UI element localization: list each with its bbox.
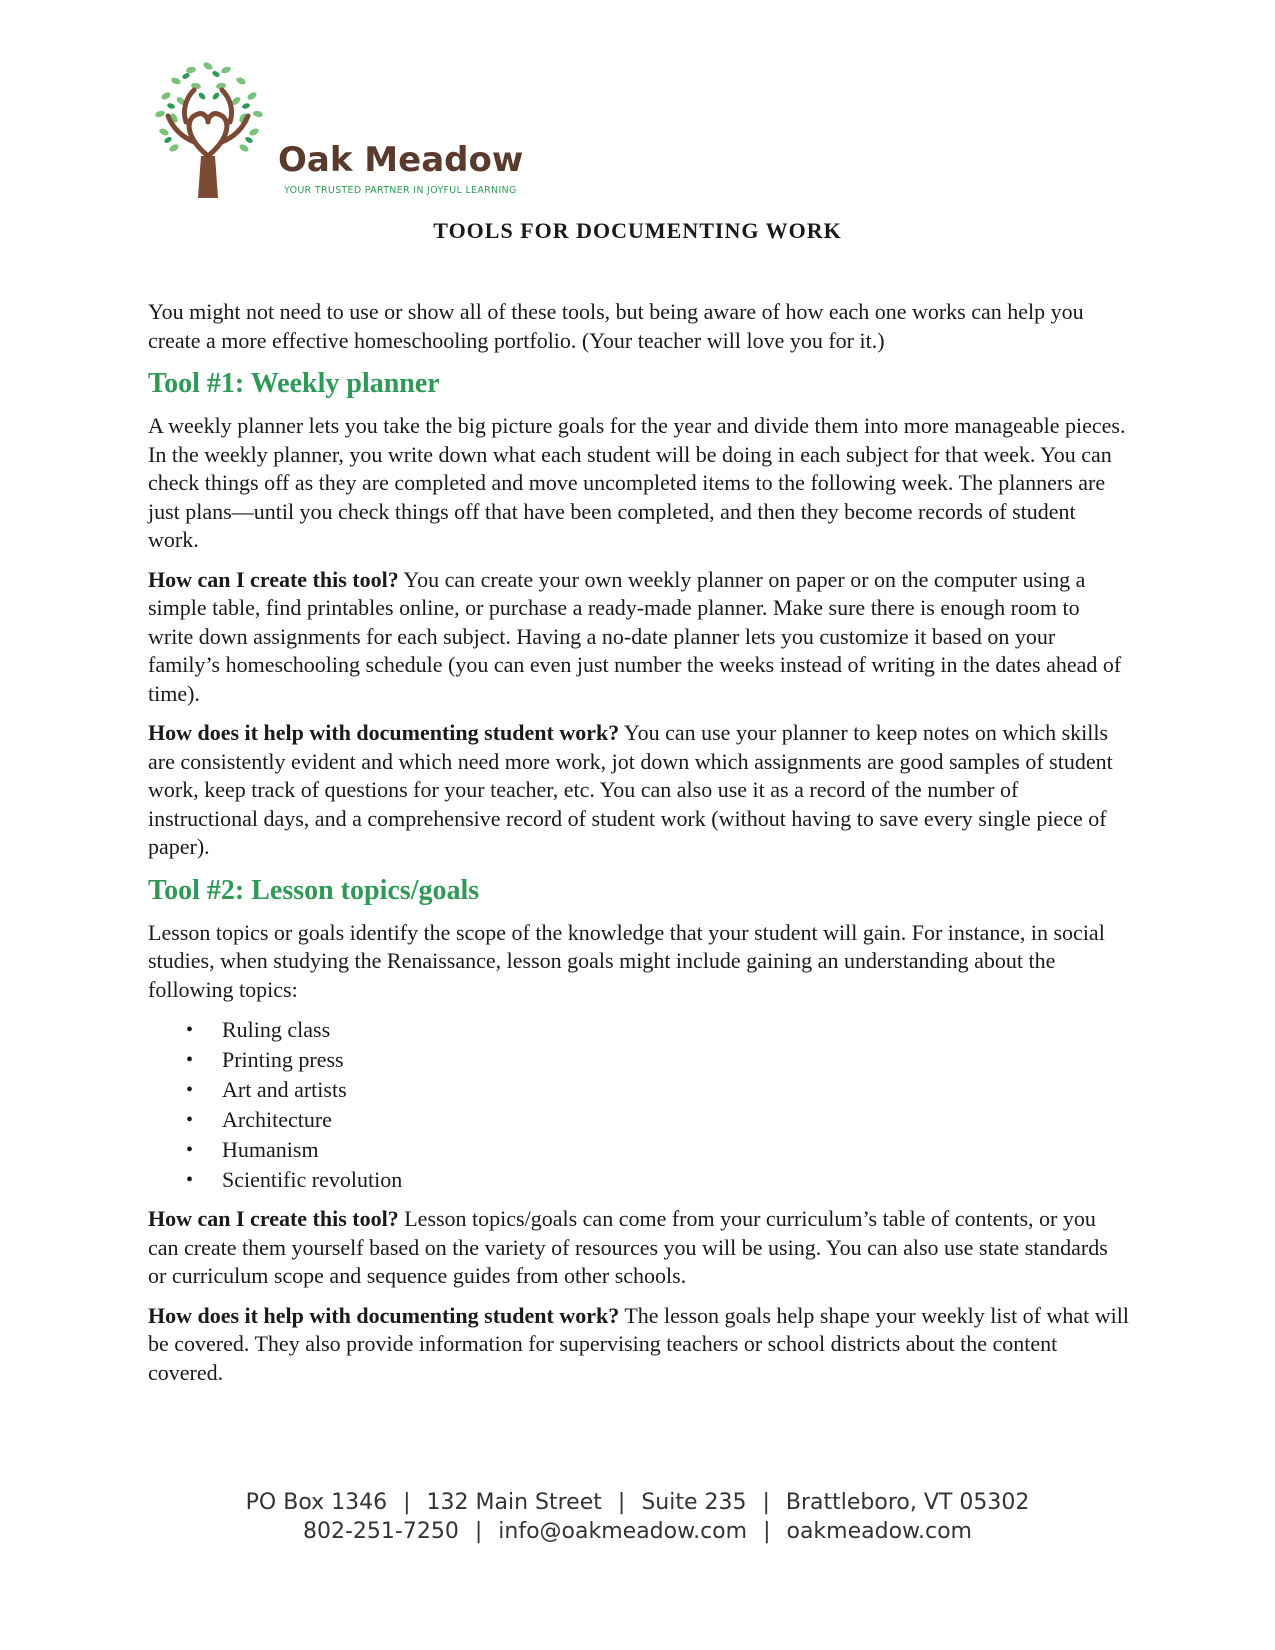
tool2-create-paragraph [148, 1205, 1130, 1291]
footer-street: 132 Main Street [426, 1490, 602, 1515]
brand-logo [146, 56, 526, 206]
tool1-help-label: How does it help with documenting student work? [148, 720, 620, 745]
tool1-create-label: How can I create this tool? [148, 566, 399, 592]
tool1-help-text: You can use your planner to keep notes on which skills are consistently evident and which need more work, jot down which assignments are good samples of student work, keep track of questions for your teacher, etc. You can also use it as a record of the number of instructional days, and a comprehensive record of student work (without having to save every single piece of paper). [148, 720, 1113, 859]
tool1-heading: Tool #1: Weekly planner [148, 368, 440, 399]
footer-address-line [0, 1488, 1275, 1517]
brand-name: Oak Meadow [278, 140, 524, 180]
list-item: • Humanism [148, 1135, 1130, 1165]
list-item: • Printing press [148, 1045, 1130, 1075]
footer [0, 1488, 1275, 1546]
footer-separator: | [474, 1519, 483, 1544]
tool2-heading: Tool #2: Lesson topics/goals [148, 874, 480, 906]
list-item: • Art and artists [148, 1075, 1130, 1105]
list-item: • Ruling class [148, 1015, 1130, 1045]
tool1-help-paragraph [148, 719, 1130, 862]
tool2-help-text: The lesson goals help shape your weekly list of what will be covered. They also provide information for supervising teachers or school districts about the content covered. [148, 1302, 1129, 1385]
tool2-help-paragraph [148, 1302, 1130, 1388]
tool2-create-text: Lesson topics/goals can come from your curriculum’s table of contents, or you can create them yourself based on the variety of resources you will be using. You can also use state standards or curriculum scope and sequence guides from other schools. [148, 1206, 1108, 1288]
footer-email[interactable]: info@oakmeadow.com [498, 1519, 748, 1544]
topics-list [148, 1015, 1130, 1195]
tool1-create-text: You can create your own weekly planner on paper or on the computer using a simple table, find printables online, or purchase a ready-made planner. Make sure there is enough room to write down assignments for each subject. Having a no-date planner lets you customize it based on your family’s homeschooling schedule (you can even just number the weeks instead of writing in the dates ahead of time). [148, 566, 1122, 706]
footer-phone: 802-251-7250 [303, 1519, 459, 1544]
footer-separator: | [617, 1490, 626, 1515]
tool1-description: A weekly planner lets you take the big picture goals for the year and divide them into more manageable pieces. In the weekly planner, you write down what each student will be doing in each subject for that week. You can check things off as they are completed and move uncompleted items to the following week. The planners are just plans—until you check things off that have been completed, and then they become records of student work. [148, 413, 1126, 552]
footer-po-box: PO Box 1346 [245, 1490, 388, 1515]
footer-separator: | [762, 1490, 770, 1515]
brand-tagline: YOUR TRUSTED PARTNER IN JOYFUL LEARNING [284, 185, 517, 196]
footer-suite: Suite 235 [641, 1490, 747, 1515]
footer-separator: | [763, 1519, 771, 1544]
footer-website[interactable]: oakmeadow.com [786, 1519, 972, 1544]
tree-heart-logo-icon [146, 56, 271, 206]
intro-paragraph: You might not need to use or show all of these tools, but being aware of how each one works can help you create a more effective homeschooling portfolio. (Your teacher will love you for it.) [148, 299, 1084, 353]
footer-contact-line [0, 1517, 1275, 1546]
footer-separator: | [403, 1490, 411, 1515]
tool2-create-label: How can I create this tool? [148, 1206, 399, 1231]
list-item: • Architecture [148, 1105, 1130, 1135]
list-item: • Scientific revolution [148, 1165, 1130, 1195]
footer-city: Brattleboro, VT 05302 [785, 1490, 1030, 1515]
document-body [148, 298, 1130, 1398]
tool2-help-label: How does it help with documenting student work? [148, 1302, 620, 1328]
tool1-create-paragraph [148, 566, 1130, 709]
tool2-description: Lesson topics or goals identify the scope of the knowledge that your student will gain. For instance, in social studies, when studying the Renaissance, lesson goals might include gaining an understanding about the following topics: [148, 919, 1105, 1002]
document-title: TOOLS FOR DOCUMENTING WORK [433, 218, 842, 243]
